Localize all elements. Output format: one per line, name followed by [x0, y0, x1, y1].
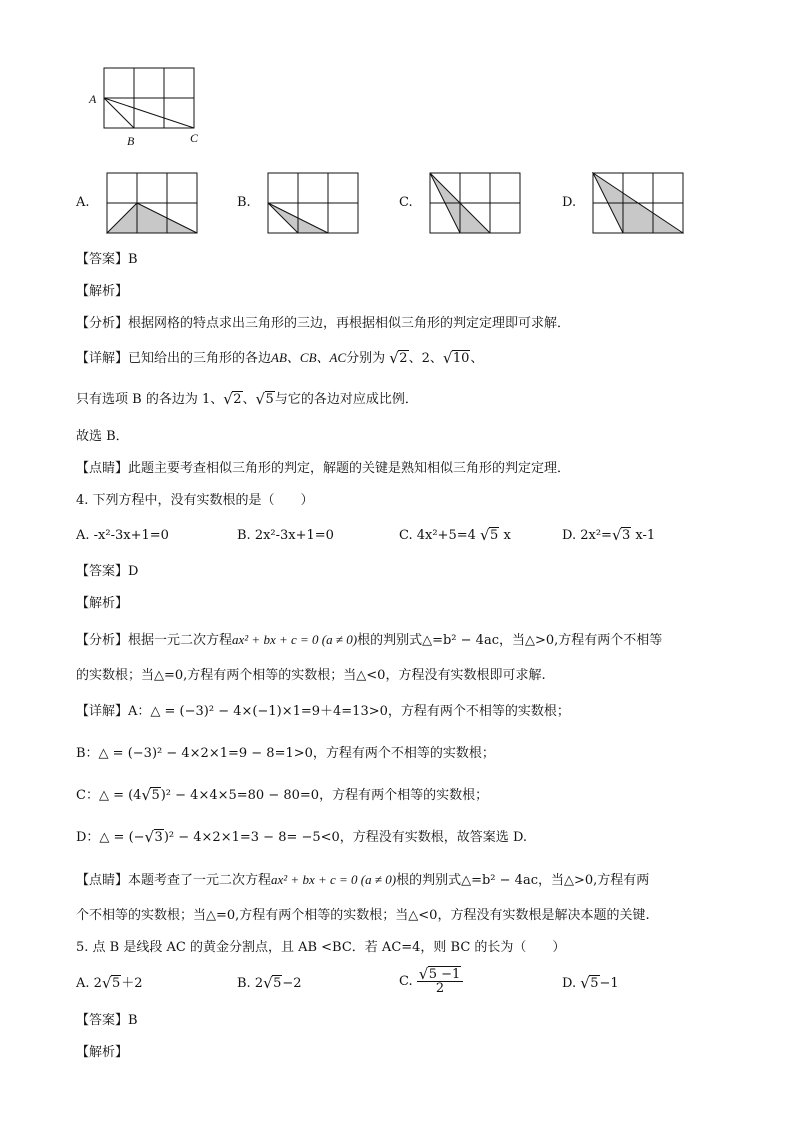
- q5-option-c-fraction: √ $\frac{5 -1}{2}$: [417, 968, 464, 995]
- q5-answer: 【答案】B: [76, 1013, 138, 1028]
- q5-option-b[interactable]: B. 2√ 5−2: [237, 977, 302, 990]
- main-figure: [86, 62, 216, 152]
- q4-option-d[interactable]: D. 2x²=√ 3 x-1: [562, 529, 655, 542]
- q3-only-b: 只有选项 B 的各边为 1、√ 2、√ 5与它的各边对应成比例．: [76, 393, 418, 406]
- q3-analysis-head: 【解析】: [76, 284, 129, 299]
- point-b-label: B: [127, 134, 135, 148]
- q5-analysis-head: 【解析】: [76, 1045, 129, 1060]
- q5-stem: 5. 点 B 是线段 AC 的黄金分割点，且 AB <BC．若 AC=4，则 BC 的长为（ ）: [76, 940, 566, 955]
- q3-xiangjie: 【详解】已知给出的三角形的各边AB、CB、AC分别为 √ 2、2、√ 10、: [76, 351, 483, 365]
- q4-detail-c: C：△ = (4√ 5)² − 4×4×5=80 − 80=0，方程有两个相等的实数根；: [76, 789, 488, 802]
- q3-option-b-label[interactable]: B.: [237, 195, 251, 210]
- q3-answer: 【答案】B: [76, 252, 138, 267]
- point-a-label: A: [89, 92, 97, 106]
- q4-fenxi-line1: 【分析】根据一元二次方程ax² + bx + c = 0 (a ≠ 0)根的判别式△=b² − 4ac，当△>0,方程有两个不相等: [76, 632, 663, 648]
- q5-option-c[interactable]: C. √ $\frac{5 -1}{2}$: [399, 968, 463, 995]
- q3-dianjing: 【点睛】此题主要考查相似三角形的判定，解题的关键是熟知相似三角形的判定定理．: [76, 461, 571, 476]
- q4-option-c[interactable]: C. 4x²+5=4 √ 5 x: [399, 529, 511, 542]
- q3-option-a-figure[interactable]: [106, 172, 198, 234]
- q4-fenxi-line2: 的实数根；当△=0,方程有两个相等的实数根；当△<0，方程没有实数根即可求解.: [76, 668, 546, 683]
- q3-option-b-figure[interactable]: [267, 172, 359, 234]
- q4-answer: 【答案】D: [76, 564, 139, 579]
- q3-option-c-label[interactable]: C.: [399, 195, 413, 210]
- q4-detail-d: D：△ = (−√ 3)² − 4×2×1=3 − 8= −5<0，方程没有实数根，故答案选 D.: [76, 831, 527, 844]
- q4-dianjing-line1: 【点睛】本题考查了一元二次方程ax² + bx + c = 0 (a ≠ 0)根的判别式△=b² − 4ac，当△>0,方程有两: [76, 872, 650, 888]
- q4-option-a[interactable]: A. -x²-3x+1=0: [76, 528, 169, 543]
- q5-option-d[interactable]: D. √ 5−1: [562, 977, 619, 990]
- q4-dianjing-line2: 个不相等的实数根；当△=0,方程有两个相等的实数根；当△<0，方程没有实数根是解决本题的关键.: [76, 908, 650, 923]
- q3-fenxi: 【分析】根据网格的特点求出三角形的三边，再根据相似三角形的判定定理即可求解．: [76, 316, 571, 331]
- point-c-label: C: [190, 131, 199, 145]
- q3-option-d-label[interactable]: D.: [562, 195, 577, 210]
- q4-option-b[interactable]: B. 2x²-3x+1=0: [237, 528, 334, 543]
- q4-detail-a: 【详解】A：△ = (−3)² − 4×(−1)×1=9＋4=13>0，方程有两个不相等的实数根；: [76, 704, 570, 719]
- q5-option-a[interactable]: A. 2√ 5＋2: [76, 977, 143, 990]
- q3-option-a-label[interactable]: A.: [76, 195, 90, 210]
- q4-detail-b: B：△ = (−3)² − 4×2×1=9 − 8=1>0，方程有两个不相等的实数根；: [76, 746, 495, 761]
- q3-choose: 故选 B．: [76, 429, 129, 444]
- q3-option-c-figure[interactable]: [429, 172, 521, 234]
- q3-option-d-figure[interactable]: [592, 172, 684, 234]
- q4-analysis-head: 【解析】: [76, 596, 129, 611]
- q4-stem: 4. 下列方程中，没有实数根的是（ ）: [76, 493, 314, 508]
